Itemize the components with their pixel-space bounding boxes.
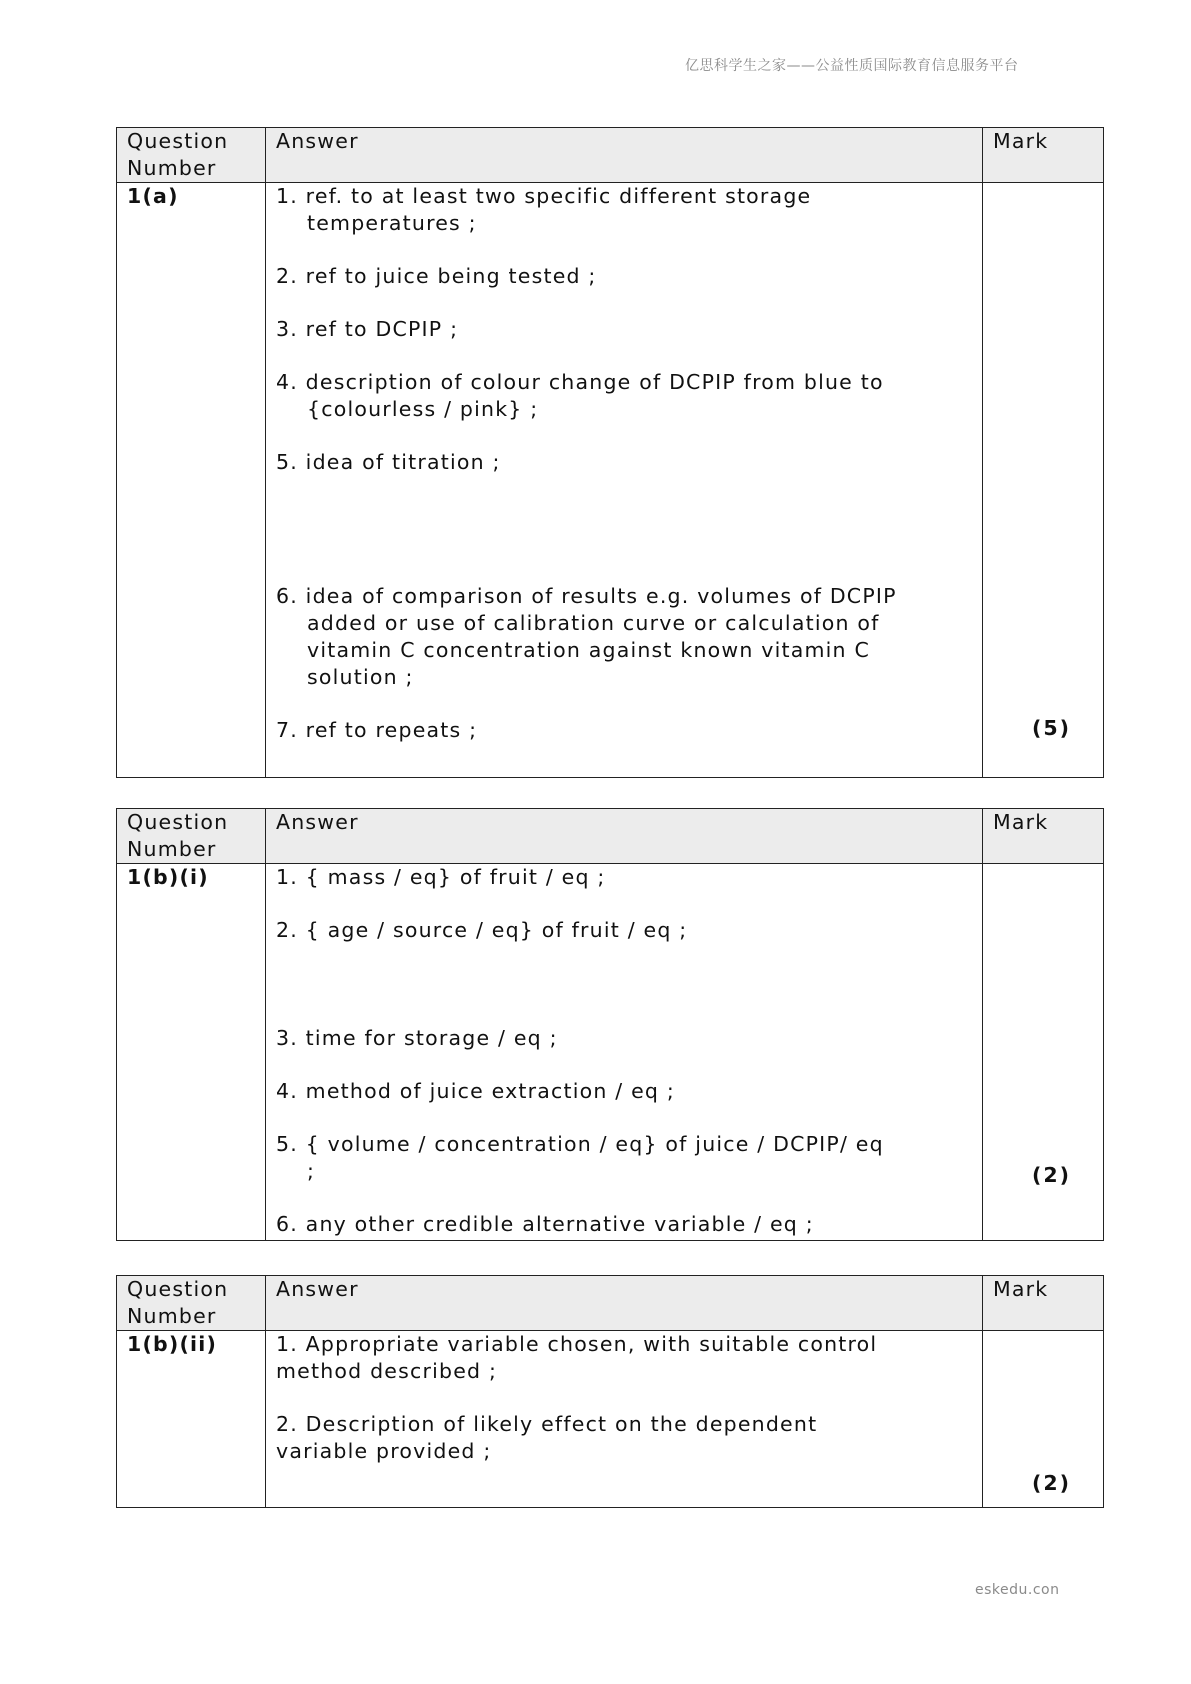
answer-cell (266, 1331, 983, 1508)
answer-point: 1. { mass / eq} of fruit / eq ; (276, 865, 606, 889)
mark-header: Mark (983, 809, 1104, 864)
mark-scheme-table-1bi (116, 808, 1104, 1241)
mark-cell (983, 1331, 1104, 1508)
answer-point: 2. { age / source / eq} of fruit / eq ; (276, 918, 688, 942)
answer-row (117, 1331, 1104, 1508)
answer-point: 6. idea of comparison of results e.g. volumes of DCPIP added or use of calibration curve or calculation of vitamin C concentration against known vitamin C solution ; (276, 584, 897, 689)
question-number: 1(a) (117, 183, 266, 778)
answer-cell: Answer (266, 1276, 983, 1331)
answer-point: 1. Appropriate variable chosen, with suitable control method described ; (276, 1332, 878, 1383)
question-number: 1(b)(ii) (117, 1331, 266, 1508)
answer-cell (266, 183, 983, 778)
answer-point: 6. any other credible alternative variable / eq ; (276, 1212, 814, 1236)
mark-scheme-table-1bii (116, 1275, 1104, 1508)
answer-point: 5. { volume / concentration / eq} of juice / DCPIP/ eq ; (276, 1132, 884, 1183)
table-header-row (117, 128, 1104, 183)
table-header-row (117, 809, 1104, 864)
answer-point: 2. ref to juice being tested ; (276, 264, 597, 288)
mark-cell (983, 183, 1104, 778)
answer-point: 3. time for storage / eq ; (276, 1026, 558, 1050)
question-number-header: Question Number (117, 1276, 266, 1331)
answer-header: Answer (266, 128, 983, 183)
question-number-header: Question Number (117, 809, 266, 864)
mark-header: Mark (983, 1276, 1104, 1331)
answer-point: 7. ref to repeats ; (276, 718, 478, 742)
mark-value: (2) (1031, 1471, 1071, 1495)
answer-cell (266, 864, 983, 1241)
mark-value: (5) (1031, 716, 1071, 740)
answer-point: 3. ref to DCPIP ; (276, 317, 459, 341)
answer-point: 1. ref. to at least two specific different storage temperatures ; (276, 184, 812, 235)
answer-point: 4. method of juice extraction / eq ; (276, 1079, 675, 1103)
question-number: 1(b)(i) (117, 864, 266, 1241)
answer-row (117, 864, 1104, 1241)
answer-point: 5. idea of titration ; (276, 450, 501, 474)
mark-header: Mark (983, 128, 1104, 183)
table-header-row (117, 1276, 1104, 1331)
answer-point: 2. Description of likely effect on the dependent variable provided ; (276, 1412, 818, 1463)
answer-point: 4. description of colour change of DCPIP from blue to {colourless / pink} ; (276, 370, 884, 421)
footer-watermark: eskedu.con (975, 1582, 1060, 1598)
mark-scheme-table-1a (116, 127, 1104, 778)
header-watermark: 亿思科学生之家——公益性质国际教育信息服务平台 (685, 58, 1019, 74)
answer-row (117, 183, 1104, 778)
mark-value: (2) (1031, 1163, 1071, 1187)
answer-header: Answer (266, 809, 983, 864)
mark-cell (983, 864, 1104, 1241)
question-number-header: Question Number (117, 128, 266, 183)
